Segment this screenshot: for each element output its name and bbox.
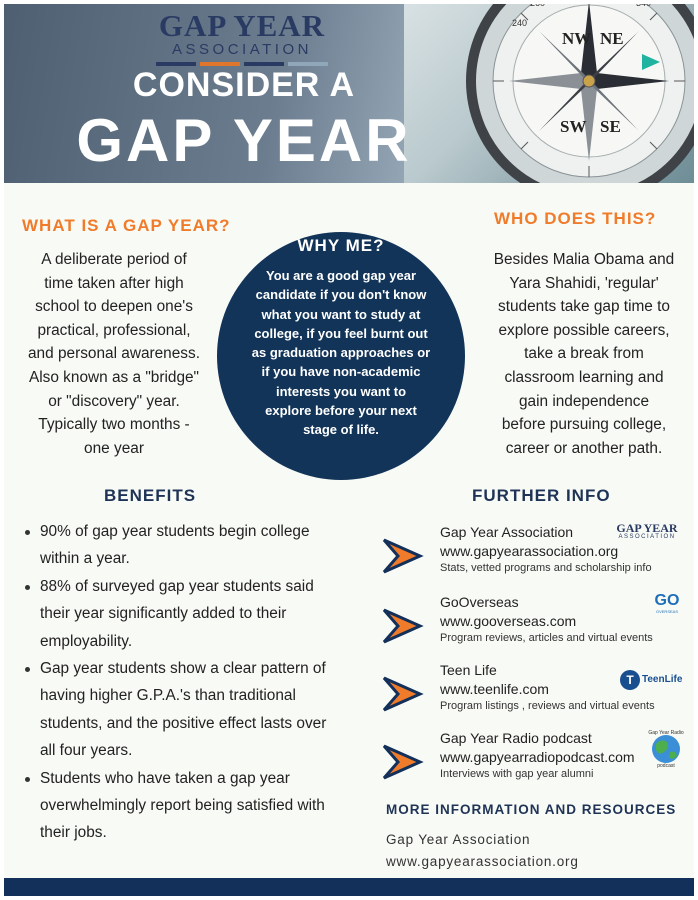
what-line: and personal awareness. xyxy=(28,345,200,363)
what-line: practical, professional, xyxy=(37,321,191,339)
benefits-list xyxy=(22,518,352,847)
header-banner xyxy=(4,0,694,183)
benefit-item xyxy=(22,655,352,765)
flyer-page xyxy=(4,0,694,896)
what-line: one year xyxy=(84,439,144,457)
title-consider: CONSIDER A xyxy=(132,66,356,104)
info-desc: Program reviews, articles and virtual events xyxy=(440,632,653,644)
what-line: Typically two months - xyxy=(38,416,190,434)
footer-bar xyxy=(4,878,694,896)
compass-icon xyxy=(464,0,694,183)
benefit-line: employability. xyxy=(40,632,133,650)
benefit-item xyxy=(22,765,352,847)
why-line: as graduation approaches or xyxy=(251,345,431,361)
benefit-line: 88% of surveyed gap year students said xyxy=(40,577,314,595)
info-name: Gap Year Association xyxy=(440,524,574,540)
chevron-arrow-icon xyxy=(382,744,424,780)
compass-label-ne: NE xyxy=(600,29,624,48)
why-line: candidate if you don't know xyxy=(255,287,427,303)
gap-year-association-logo xyxy=(142,10,342,66)
compass-deg-260: 260 xyxy=(530,0,546,8)
who-body xyxy=(478,248,690,460)
gap-year-association-small-logo xyxy=(612,522,682,541)
what-body xyxy=(12,248,216,460)
compass-label-se: SE xyxy=(600,117,621,136)
benefit-line: 90% of gap year students begin college xyxy=(40,523,310,540)
why-me-circle xyxy=(217,232,465,480)
info-item-teen-life xyxy=(382,660,694,722)
info-item-gap-year-radio xyxy=(382,728,694,790)
who-line: Besides Malia Obama and xyxy=(493,251,675,268)
why-heading: WHY ME? xyxy=(297,236,385,255)
benefit-item xyxy=(22,573,352,655)
benefit-line: students, and the positive effect lasts over xyxy=(40,714,327,732)
benefit-line: within a year. xyxy=(40,550,130,568)
who-line: gain independence xyxy=(518,392,650,410)
who-line: before pursuing college, xyxy=(501,416,667,434)
compass-deg-240: 240 xyxy=(512,18,528,28)
radio-logo-title: Gap Year Radio xyxy=(648,730,684,736)
why-line: explore before your next xyxy=(265,403,417,419)
gooverseas-logo-overseas: OVERSEAS xyxy=(655,609,678,614)
info-name: Gap Year Radio podcast xyxy=(440,730,592,746)
info-item-gap-year-association xyxy=(382,522,694,584)
info-name: GoOverseas xyxy=(440,594,519,610)
benefits-heading: BENEFITS xyxy=(104,486,197,505)
info-desc: Stats, vetted programs and scholarship info xyxy=(440,562,652,574)
who-line: take a break from xyxy=(524,345,644,363)
why-line: You are a good gap year xyxy=(265,268,417,283)
info-url[interactable]: www.gapyearassociation.org xyxy=(440,543,619,559)
what-line: A deliberate period of xyxy=(41,251,187,268)
why-body xyxy=(231,266,451,440)
teenlife-logo xyxy=(620,670,686,692)
who-heading: WHO DOES THIS? xyxy=(494,209,657,228)
compass-label-sw: SW xyxy=(560,117,587,136)
compass-label-nw: NW xyxy=(562,29,592,48)
info-url[interactable]: www.teenlife.com xyxy=(440,681,549,697)
who-line: classroom learning and xyxy=(504,368,664,386)
info-name: Teen Life xyxy=(440,662,497,678)
who-line: Yara Shahidi, 'regular' xyxy=(509,274,659,292)
more-info-org: Gap Year Association xyxy=(386,832,531,847)
why-line: college, if you feel burnt out xyxy=(254,325,428,341)
small-logo-line2: ASSOCIATION xyxy=(618,534,676,540)
chevron-arrow-icon xyxy=(382,608,424,644)
benefit-line: their jobs. xyxy=(40,824,107,842)
benefit-line: Students who have taken a gap year xyxy=(40,769,290,787)
chevron-arrow-icon xyxy=(382,676,424,712)
further-info-heading: FURTHER INFO xyxy=(472,486,611,505)
more-info-heading: MORE INFORMATION AND RESOURCES xyxy=(386,802,677,817)
why-line: stage of life. xyxy=(303,422,379,438)
why-line: if you have non-academic xyxy=(261,364,421,380)
info-desc: Interviews with gap year alumni xyxy=(440,768,594,780)
benefit-line: Gap year students show a clear pattern of xyxy=(40,660,326,678)
who-line: explore possible careers, xyxy=(498,321,670,339)
why-line: interests you want to xyxy=(275,383,407,399)
what-line: or "discovery" year. xyxy=(48,392,180,410)
teenlife-logo-text: TeenLife xyxy=(642,674,683,685)
teenlife-logo-badge: T xyxy=(620,670,640,690)
title-gap-year: GAP YEAR xyxy=(76,107,412,174)
info-url[interactable]: www.gooverseas.com xyxy=(440,613,577,629)
radio-logo-sub: podcast xyxy=(657,763,675,768)
compass-deg-340: 340 xyxy=(636,0,652,8)
gooverseas-logo-go: GO xyxy=(654,592,680,609)
info-desc: Program listings , reviews and virtual events xyxy=(440,700,655,712)
logo-line2: ASSOCIATION xyxy=(172,41,312,58)
small-logo-line1: GAP YEAR xyxy=(616,521,678,535)
chevron-arrow-icon xyxy=(382,538,424,574)
what-heading: WHAT IS A GAP YEAR? xyxy=(22,216,231,235)
info-url[interactable]: www.gapyearradiopodcast.com xyxy=(440,749,635,765)
who-line: students take gap time to xyxy=(498,298,670,316)
benefit-item xyxy=(22,518,352,573)
what-line: school to deepen one's xyxy=(35,298,193,316)
who-line: career or another path. xyxy=(505,439,663,457)
info-item-gooverseas xyxy=(382,592,694,654)
more-info-url[interactable]: www.gapyearassociation.org xyxy=(386,854,579,869)
logo-line1: GAP YEAR xyxy=(158,8,326,43)
benefit-line: overwhelmingly report being satisfied with xyxy=(40,797,325,815)
benefit-line: having higher G.P.A.'s than traditional xyxy=(40,687,296,705)
why-line: what you want to study at xyxy=(261,306,421,322)
what-line: Also known as a "bridge" xyxy=(28,368,200,386)
gap-year-radio-globe-logo xyxy=(646,728,686,768)
gooverseas-logo xyxy=(650,592,684,614)
what-line: time taken after high xyxy=(44,274,184,292)
benefit-line: their year significantly added to their xyxy=(40,605,287,623)
benefit-line: all four years. xyxy=(40,742,133,760)
